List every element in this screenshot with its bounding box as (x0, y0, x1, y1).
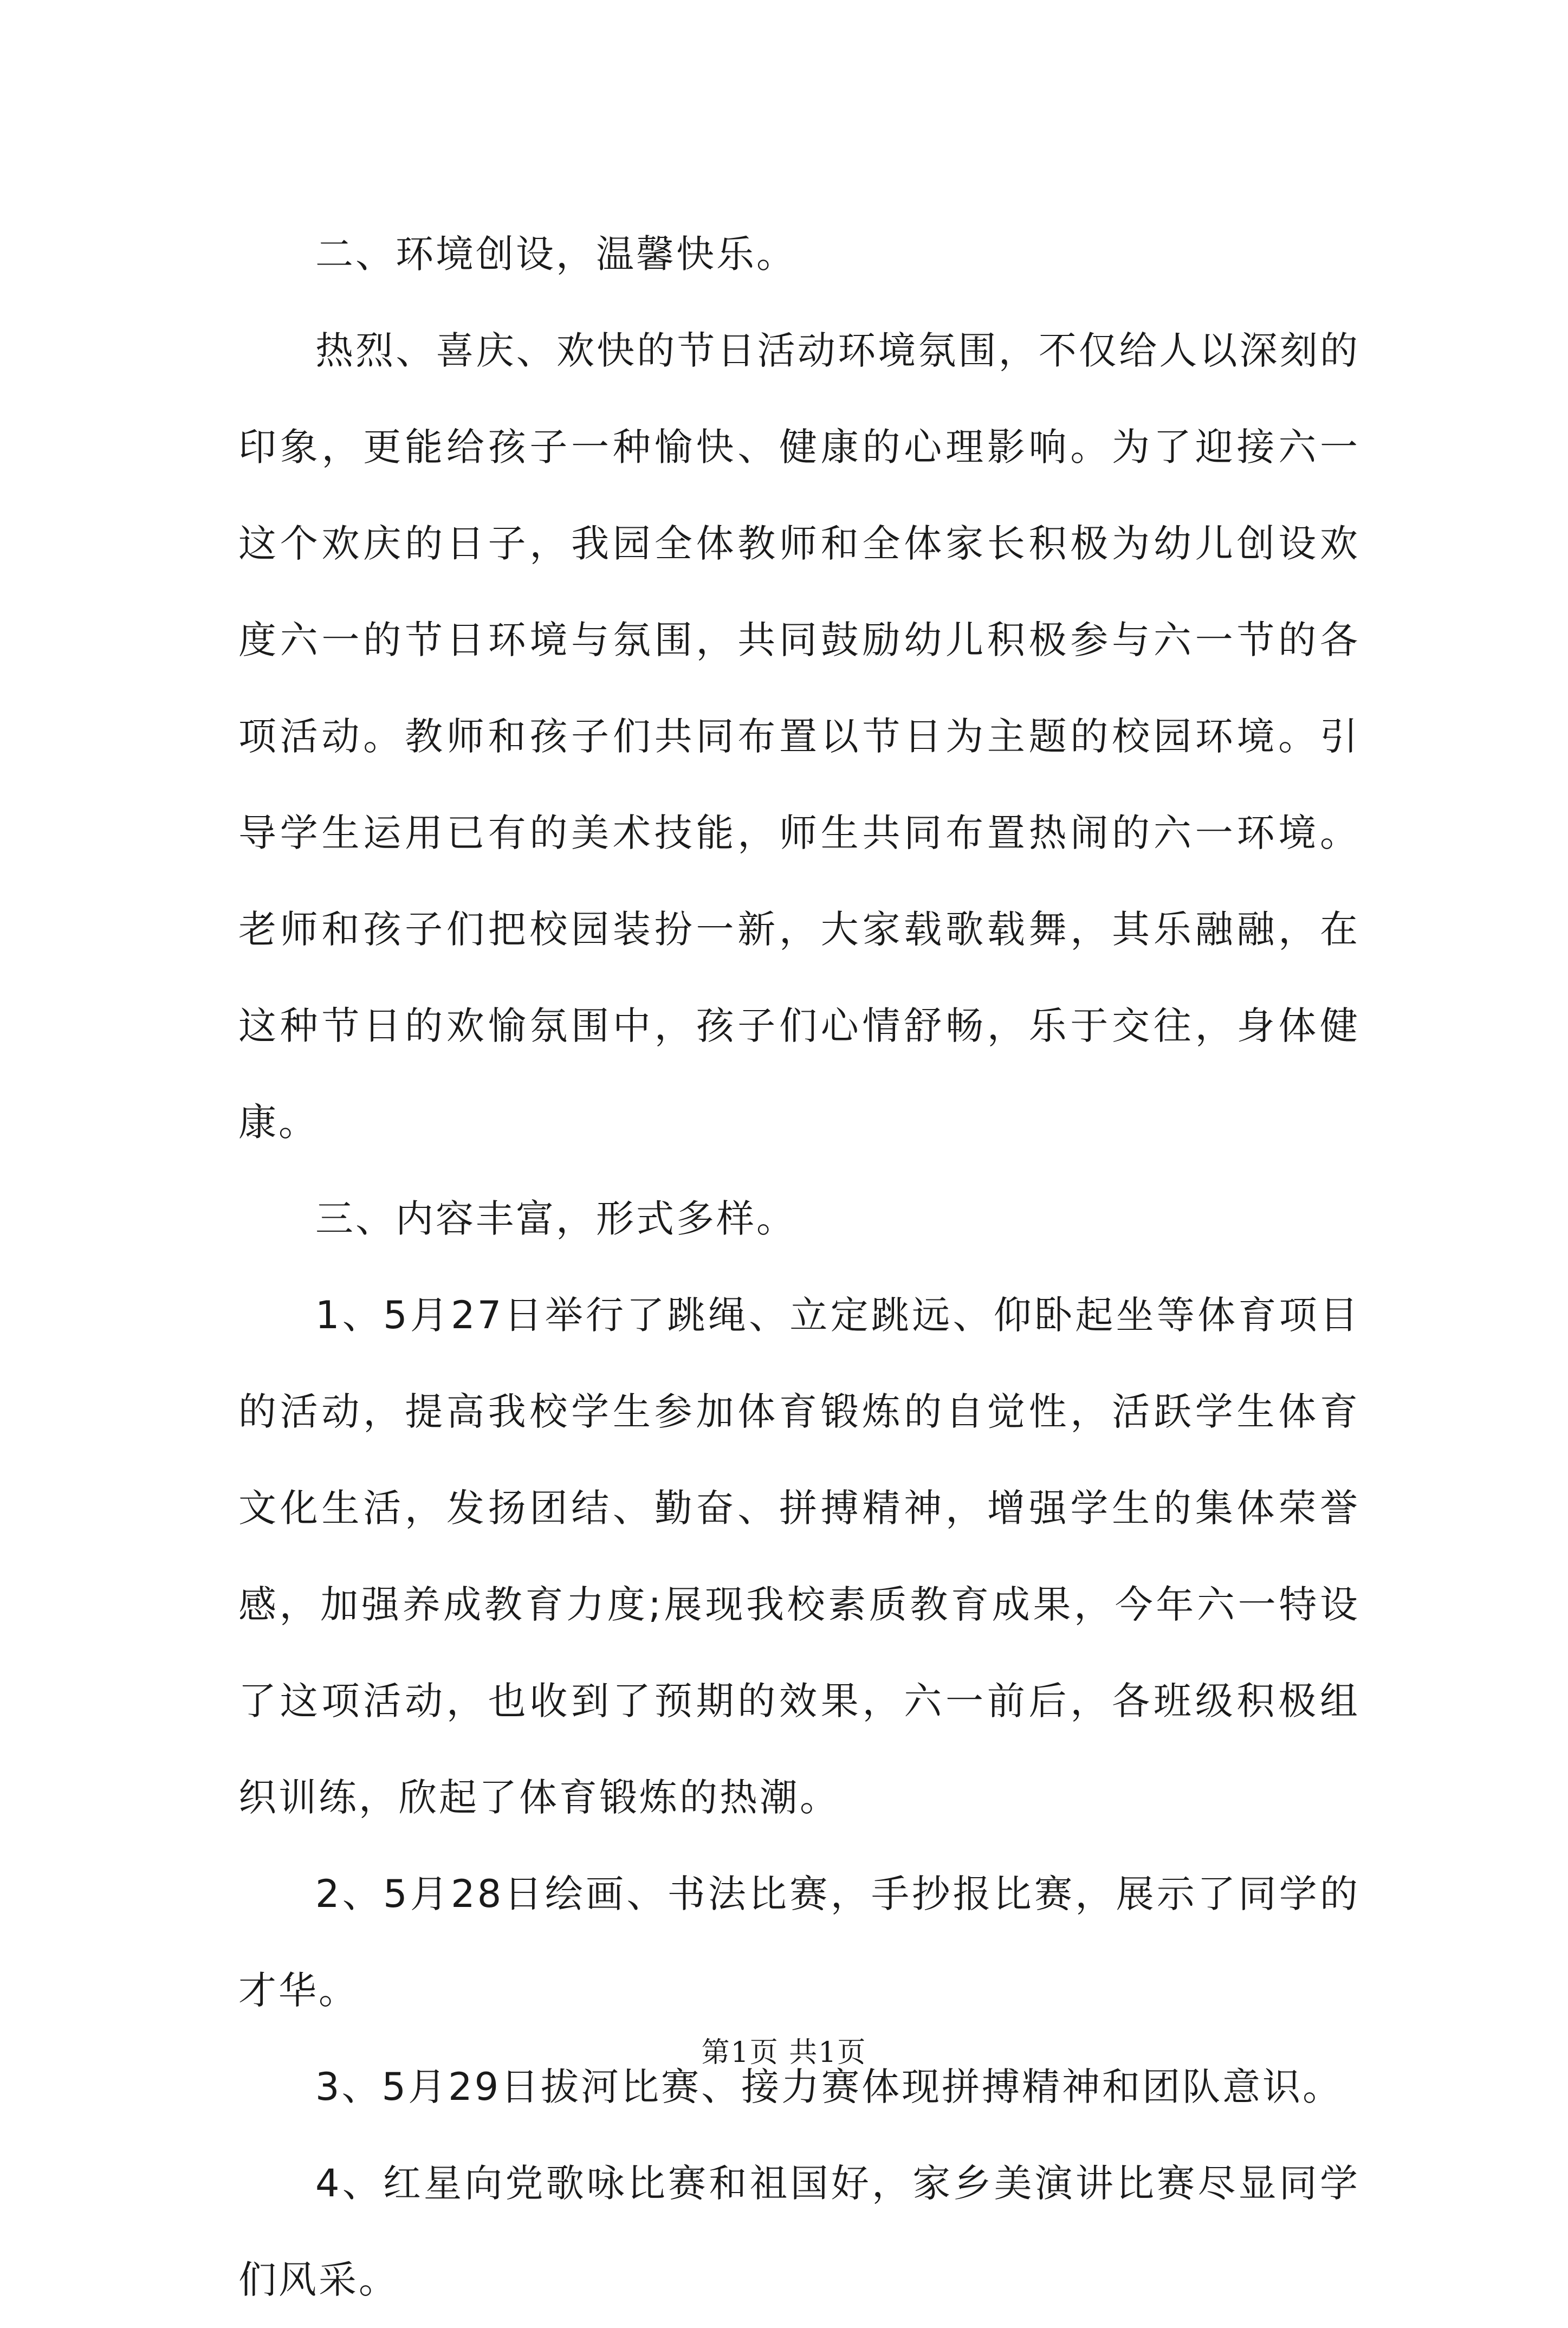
list-item-sports: 1、5月27日举行了跳绳、立定跳远、仰卧起坐等体育项目的活动，提高我校学生参加体育锻炼的自觉性，活跃学生体育文化生活，发扬团结、勤奋、拼搏精神，增强学生的集体荣誉感，加强养成教育力度;展现我校素质教育成果，今年六一特设了这项活动，也收到了预期的效果，六一前后，各班级积极组织训练，欣起了体育锻炼的热潮。 (238, 1293, 1360, 1820)
section-heading-content: 三、内容丰富，形式多样。 (315, 1197, 796, 1241)
list-item-tug-of-war: 3、5月29日拔河比赛、接力赛体现拼搏精神和团队意识。 (315, 2065, 1343, 2109)
section-heading-environment: 二、环境创设，温馨快乐。 (315, 232, 796, 276)
list-item-painting: 2、5月28日绘画、书法比赛，手抄报比赛，展示了同学的才华。 (238, 1872, 1360, 2013)
paragraph-environment: 热烈、喜庆、欢快的节日活动环境氛围，不仅给人以深刻的印象，更能给孩子一种愉快、健康的心理影响。为了迎接六一这个欢庆的日子，我园全体教师和全体家长积极为幼儿创设欢度六一的节日环境与氛围，共同鼓励幼儿积极参与六一节的各项活动。教师和孩子们共同布置以节日为主题的校园环境。引导学生运用已有的美术技能，师生共同布置热闹的六一环境。老师和孩子们把校园装扮一新，大家载歌载舞，其乐融融，在这种节日的欢愉氛围中，孩子们心情舒畅，乐于交往，身体健康。 (238, 328, 1360, 1144)
list-item-singing: 4、红星向党歌咏比赛和祖国好，家乡美演讲比赛尽显同学们风采。 (238, 2161, 1360, 2302)
page-number: 第1页 共1页 (701, 2036, 867, 2069)
document-body (238, 206, 1360, 2328)
